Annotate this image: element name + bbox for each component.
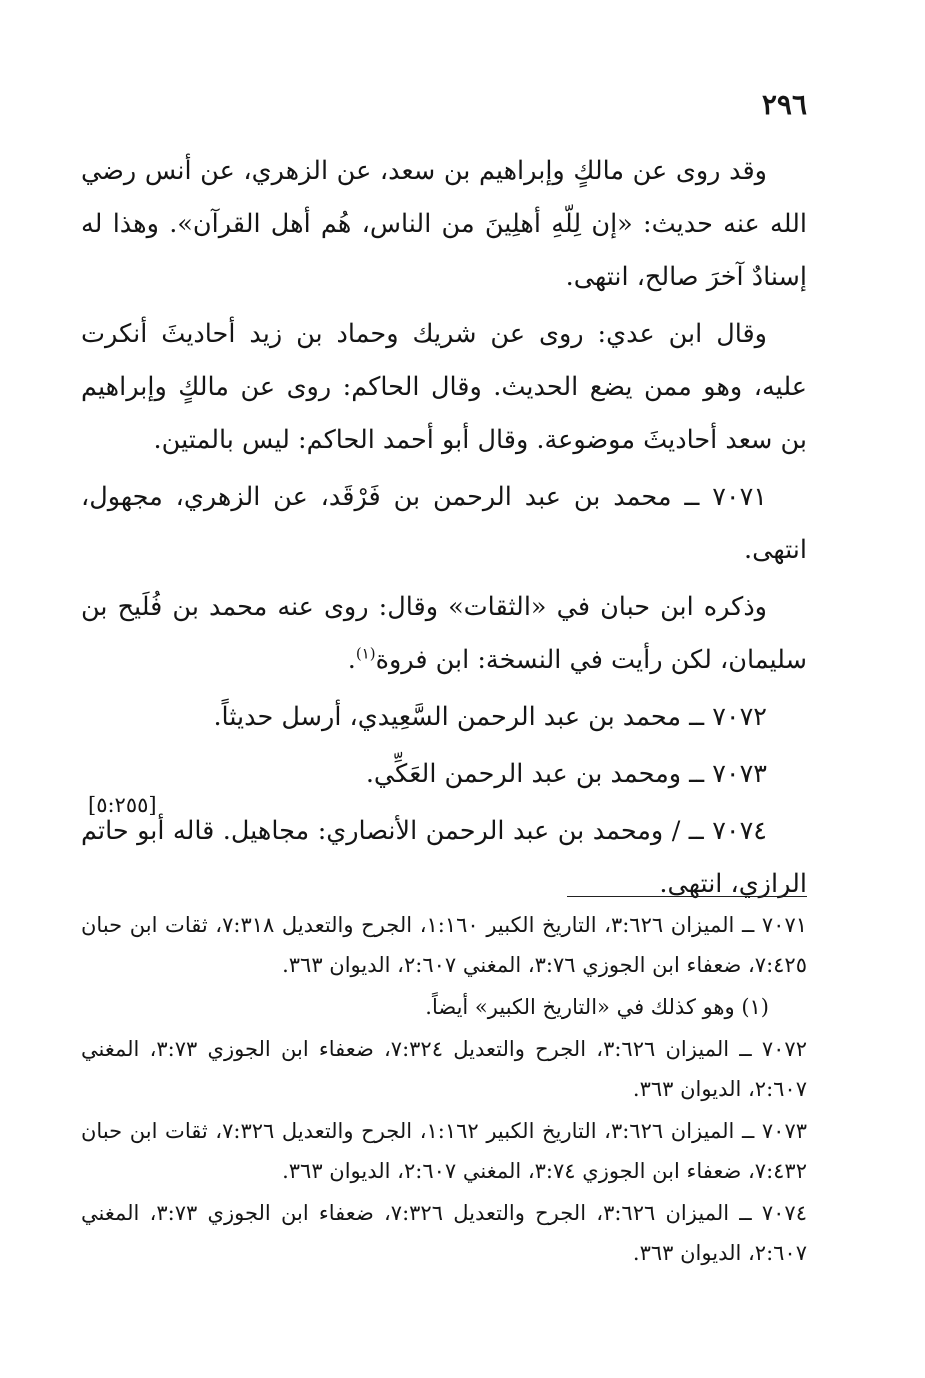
margin-page-reference: [٥:٢٥٥] xyxy=(88,793,157,817)
footnote-divider xyxy=(567,896,807,897)
footnote-7072: ٧٠٧٢ ــ الميزان ٣:٦٢٦، الجرح والتعديل ٧:٣٢٤، ضعفاء ابن الجوزي ٣:٧٣، المغني ٢:٦٠٧، الديوان ٣٦٣. xyxy=(81,1037,807,1101)
page-number: ٢٩٦ xyxy=(761,88,807,121)
footnote-7074: ٧٠٧٤ ــ الميزان ٣:٦٢٦، الجرح والتعديل ٧:٣٢٦، ضعفاء ابن الجوزي ٣:٧٣، المغني ٢:٦٠٧، الديوان ٣٦٣. xyxy=(81,1201,807,1265)
entry-7074: ٧٠٧٤ ــ / ومحمد بن عبد الرحمن الأنصاري: مجاهيل. قاله أبو حاتم الرازي، انتهى. xyxy=(81,816,807,899)
entry-7071: ٧٠٧١ ــ محمد بن عبد الرحمن بن فَرْقَد، عن الزهري، مجهول، انتهى. xyxy=(81,482,807,565)
paragraph-2: وقال ابن عدي: روى عن شريك وحماد بن زيد أحاديثَ أنكرت عليه، وهو ممن يضع الحديث. وقال الحاكم: روى عن مالكٍ وإبراهيم بن سعد أحاديثَ موضوعة. وقال أبو أحمد الحاكم: ليس بالمتين. xyxy=(81,319,807,455)
footnote-7071: ٧٠٧١ ــ الميزان ٣:٦٢٦، التاريخ الكبير ١:١٦٠، الجرح والتعديل ٧:٣١٨، ثقات ابن حبان ٧:٤٢٥، ضعفاء ابن الجوزي ٣:٧٦، المغني ٢:٦٠٧، الديوان ٣٦٣. xyxy=(81,913,808,977)
footnote-1: (١) وهو كذلك في «التاريخ الكبير» أيضاً. xyxy=(425,995,769,1019)
paragraph-period: . xyxy=(347,645,356,675)
footnote-7073: ٧٠٧٣ ــ الميزان ٣:٦٢٦، التاريخ الكبير ١:١٦٢، الجرح والتعديل ٧:٣٢٦، ثقات ابن حبان ٧:٤٣٢، ضعفاء ابن الجوزي ٣:٧٤، المغني ٢:٦٠٧، الديوان ٣٦٣. xyxy=(81,1119,808,1183)
paragraph-ibn-hibban-text: وذكره ابن حبان في «الثقات» وقال: روى عنه محمد بن فُلَيح بن سليمان، لكن رأيت في النسخة: ابن فروة xyxy=(81,592,807,675)
footnotes-block xyxy=(81,905,807,1275)
entry-7072: ٧٠٧٢ ــ محمد بن عبد الرحمن السَّعِيدي، أرسل حديثاً. xyxy=(213,702,767,732)
paragraph-1: وقد روى عن مالكٍ وإبراهيم بن سعد، عن الزهري، عن أنس رضي الله عنه حديث: «إن لِلّهِ أهلِينَ من الناس، هُم أهل القرآن». وهذا له إسنادٌ آخرَ صالح، انتهى. xyxy=(81,156,807,292)
entry-7073: ٧٠٧٣ ــ ومحمد بن عبد الرحمن العَكِّي. xyxy=(365,759,767,789)
main-text-block xyxy=(81,145,807,915)
footnote-marker: (١) xyxy=(355,644,376,663)
paragraph-ibn-hibban xyxy=(81,581,807,687)
